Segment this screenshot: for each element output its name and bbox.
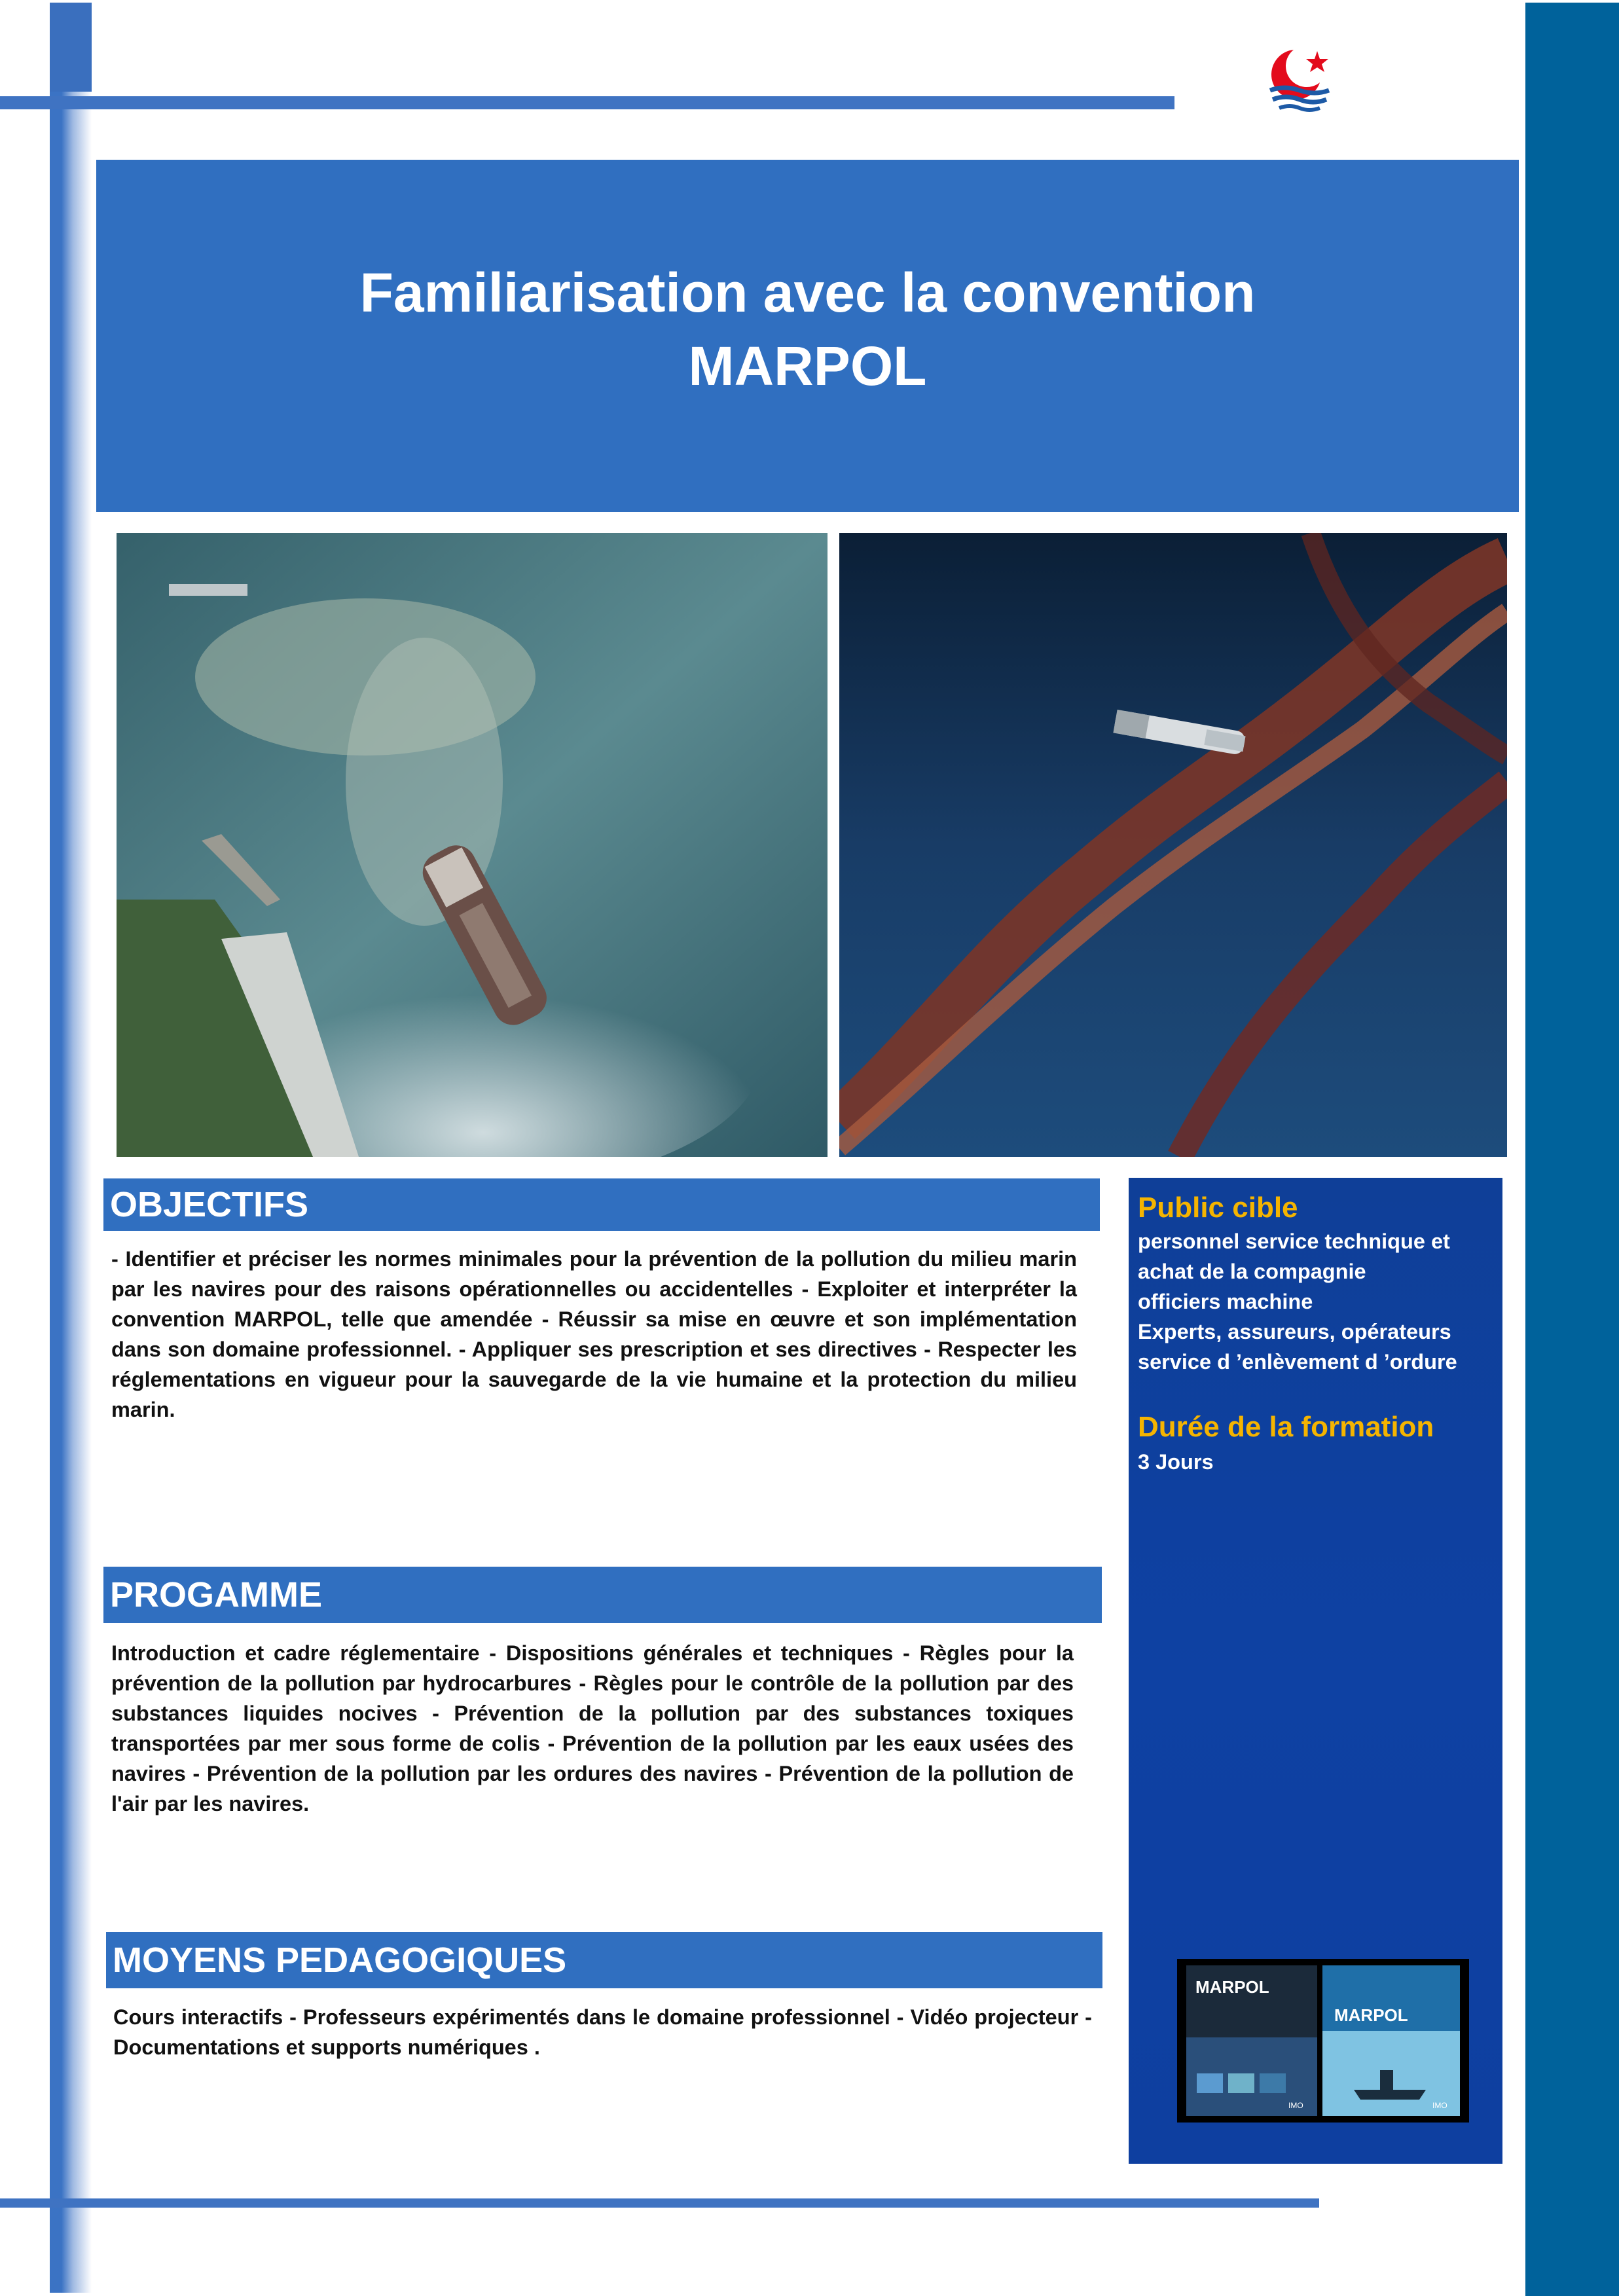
public-cible-heading: Public cible — [1138, 1192, 1298, 1224]
right-accent-bar — [1525, 3, 1619, 2296]
company-logo-icon — [1264, 45, 1336, 117]
public-cible-item: service d ’enlèvement d ’ordure — [1138, 1350, 1457, 1374]
book-cover-1-title: MARPOL — [1195, 1977, 1269, 1997]
title-banner — [96, 160, 1519, 512]
objectifs-heading: OBJECTIFS — [103, 1178, 1100, 1231]
book-cover-1-publisher: IMO — [1288, 2101, 1303, 2110]
moyens-heading: MOYENS PEDAGOGIQUES — [106, 1932, 1102, 1988]
public-cible-item: personnel service technique et — [1138, 1230, 1450, 1253]
book-cover-2-title: MARPOL — [1334, 2005, 1408, 2025]
programme-heading: PROGAMME — [103, 1567, 1102, 1623]
public-cible-list — [1138, 1226, 1504, 1377]
moyens-text: Cours interactifs - Professeurs expérimentés dans le domaine professionnel - Vidéo projecteur - Documentations et supports numériques . — [113, 2005, 1092, 2059]
aerial-oil-spill-ship-photo — [839, 533, 1507, 1157]
left-accent-bar-top — [50, 3, 92, 92]
bottom-rule — [0, 2198, 1319, 2208]
top-rule — [0, 96, 1174, 109]
public-cible-item: officiers machine — [1138, 1290, 1313, 1313]
programme-text: Introduction et cadre réglementaire - Dispositions générales et techniques - Règles pour la prévention de la pollution par hydrocarbures - Règles pour le contrôle de la pollution par des substances liquides nocives - Prévention de la pollution par des substances toxiques transportées par mer sous forme de colis - Prévention de la pollution par les eaux usées des navires - Prévention de la pollution par les ordures des navires - Prévention de la pollution de l'air par les navires. — [111, 1641, 1074, 1815]
duree-value: 3 Jours — [1138, 1450, 1214, 1474]
page-title-line-1: Familiarisation avec la convention — [359, 262, 1256, 323]
objectifs-text: - Identifier et préciser les normes minimales pour la prévention de la pollution du milieu marin par les navires pour des raisons opérationnelles ou accidentelles - Exploiter et interpréter la convention MARPOL, telle que amendée - Réussir sa mise en œuvre et son implémentation dans son domaine professionnel. - Appliquer ses prescription et ses directives - Respecter les réglementations en vigueur pour la sauvegarde de la vie humaine et la protection du milieu marin. — [111, 1247, 1077, 1421]
marpol-book-covers-image — [1177, 1959, 1469, 2123]
book-cover-2-publisher: IMO — [1432, 2101, 1447, 2110]
left-accent-bar — [50, 92, 92, 2293]
public-cible-item: Experts, assureurs, opérateurs — [1138, 1320, 1451, 1343]
page-title-line-2: MARPOL — [688, 335, 927, 397]
public-cible-item: achat de la compagnie — [1138, 1260, 1366, 1283]
duree-heading: Durée de la formation — [1138, 1411, 1434, 1443]
aerial-ship-oil-slick-harbor-photo — [117, 533, 828, 1157]
